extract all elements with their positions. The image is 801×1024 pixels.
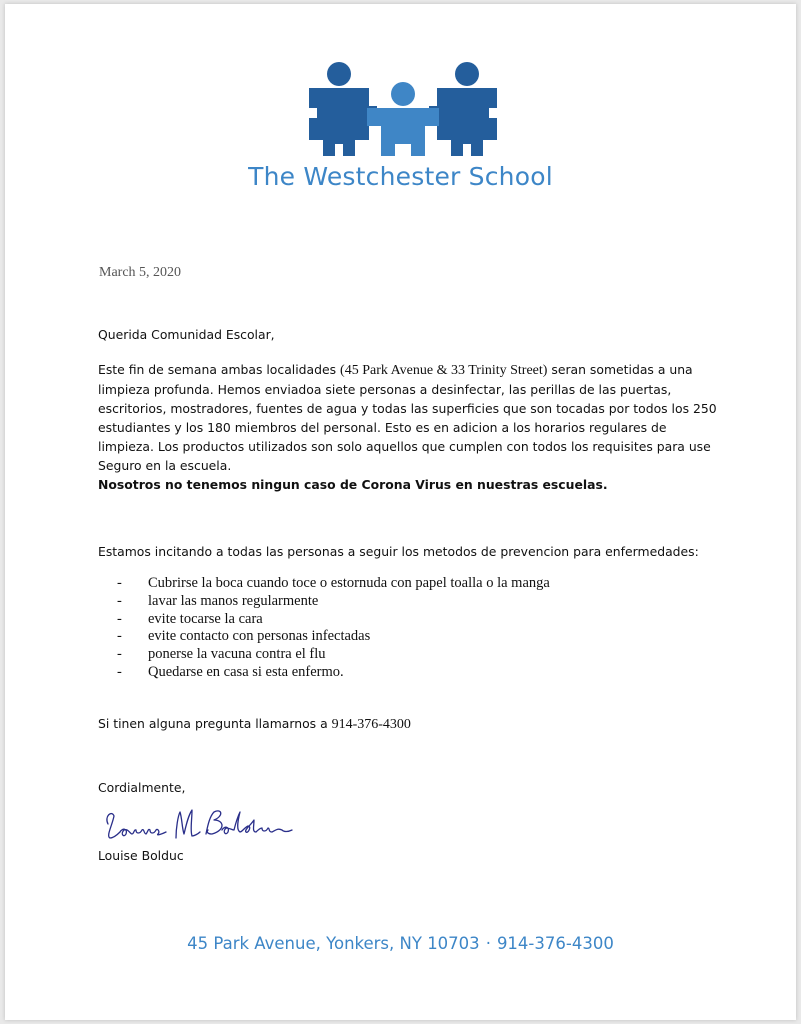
paragraph-part-1: Este fin de semana ambas localidades bbox=[98, 362, 341, 377]
greeting: Querida Comunidad Escolar, bbox=[98, 327, 275, 342]
list-item bbox=[117, 664, 550, 682]
prevention-intro: Estamos incitando a todas las personas a seguir los metodos de prevencion para enfermedades: bbox=[98, 544, 699, 559]
footer-address: 45 Park Avenue, Yonkers, NY 10703 bbox=[187, 934, 480, 953]
list-marker: - bbox=[117, 628, 122, 645]
list-item-text: lavar las manos regularmente bbox=[148, 592, 319, 609]
closing: Cordialmente, bbox=[98, 780, 186, 795]
contact-phone: 914-376-4300 bbox=[331, 717, 411, 732]
signer-name: Louise Bolduc bbox=[98, 848, 184, 863]
handwritten-signature bbox=[100, 804, 300, 846]
list-item-text: ponerse la vacuna contra el flu bbox=[148, 646, 326, 663]
list-item bbox=[117, 575, 550, 593]
list-item bbox=[117, 611, 550, 629]
question-text: Si tinen alguna pregunta llamarnos a bbox=[98, 716, 332, 731]
list-item-text: evite contacto con personas infectadas bbox=[148, 628, 371, 645]
list-item-text: Quedarse en casa si esta enfermo. bbox=[148, 663, 344, 680]
paragraph-part-2: seran sometidas a una limpieza profunda. Hemos enviadoa siete personas a desinfectar, las perillas de las puertas, escritorios, mostradores, fuentes de agua y todas las superficies que son tocadas por todos los 250 estudiantes y los 180 miembros del personal. Esto es en adicion a los horarios regulares de limpieza. Los productos utilizados son solo aquellos que cumplen con todos los requisites para use Seguro en la escuela. bbox=[98, 362, 717, 473]
list-marker: - bbox=[117, 592, 122, 609]
letter-page bbox=[5, 4, 796, 1020]
letter-date: March 5, 2020 bbox=[99, 265, 182, 280]
paragraph-addresses: (45 Park Avenue & 33 Trinity Street) bbox=[340, 363, 548, 378]
footer-phone: 914-376-4300 bbox=[496, 934, 614, 953]
contact-question bbox=[98, 714, 718, 734]
prevention-list bbox=[117, 575, 550, 682]
school-name: The Westchester School bbox=[248, 162, 553, 191]
puzzle-children-logo bbox=[303, 60, 503, 156]
no-cases-notice: Nosotros no tenemos ningun caso de Corona Virus en nuestras escuelas. bbox=[98, 477, 608, 492]
list-marker: - bbox=[117, 646, 122, 663]
list-item-text: evite tocarse la cara bbox=[148, 610, 263, 627]
list-marker: - bbox=[117, 575, 122, 591]
list-item bbox=[117, 593, 550, 611]
list-item bbox=[117, 646, 550, 664]
list-item bbox=[117, 628, 550, 646]
list-marker: - bbox=[117, 663, 122, 680]
footer bbox=[5, 934, 796, 953]
main-paragraph bbox=[98, 360, 718, 475]
footer-separator: · bbox=[485, 934, 491, 953]
list-marker: - bbox=[117, 610, 122, 627]
list-item-text: Cubrirse la boca cuando toce o estornuda con papel toalla o la manga bbox=[148, 575, 550, 591]
